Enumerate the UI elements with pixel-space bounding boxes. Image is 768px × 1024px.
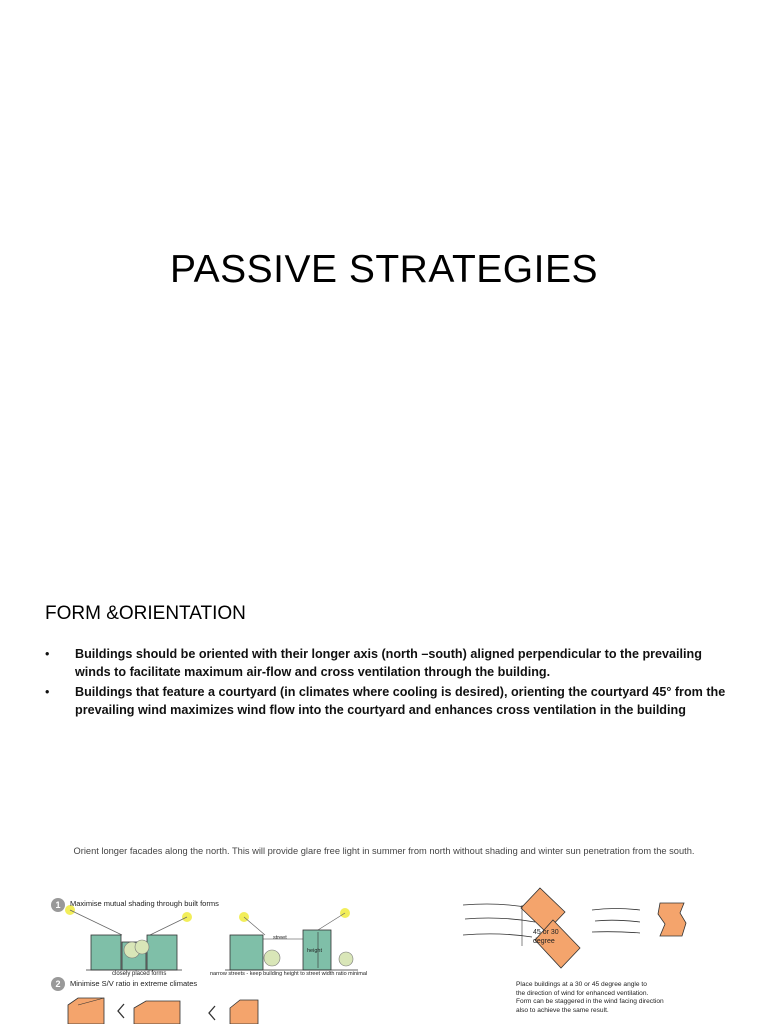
step-2-number: 2	[55, 979, 61, 989]
angle-label-1: 45 or 30	[533, 929, 559, 936]
closely-placed-label: closely placed forms	[112, 971, 167, 977]
slide-title: PASSIVE STRATEGIES	[169, 248, 598, 291]
arrow-icon	[118, 1004, 124, 1018]
tree-icon	[135, 940, 149, 954]
tree-icon	[339, 952, 353, 966]
orange-block	[230, 1000, 258, 1024]
step-1-number: 1	[55, 900, 61, 910]
step-2-label: Minimise S/V ratio in extreme climates	[70, 979, 198, 988]
tree-icon	[264, 950, 280, 966]
arrow-icon	[209, 1006, 215, 1020]
angle-label-2: degree	[533, 938, 555, 945]
street-label: street	[273, 935, 287, 941]
height-label: height	[307, 948, 322, 954]
section-heading: FORM &ORIENTATION	[45, 603, 246, 624]
orange-block	[68, 998, 104, 1024]
wind-note: Place buildings at a 30 or 45 degree angle to the direction of wind for enhanced ventilation. Form can be staggered in the wind facing direction also to achieve the same result.	[516, 981, 664, 1014]
bullet-item: • Buildings that feature a courtyard (in climates where cooling is desired), orienting the courtyard 45° from the prevailing wind maximizes wind flow into the courtyard and enhances cross ventilation in the building	[45, 683, 735, 719]
staggered-building	[658, 903, 686, 936]
narrow-streets-label: narrow streets - keep building height to street width ratio minimal	[210, 971, 368, 977]
bullet-list	[45, 645, 735, 721]
building-block	[147, 935, 177, 970]
forms-caption: Orient longer facades along the north. This will provide glare free light in summer from north without shading and winter sun penetration from the south.	[73, 846, 695, 856]
building-block	[230, 935, 263, 970]
step-1-label: Maximise mutual shading through built forms	[70, 899, 219, 908]
building-block	[91, 935, 121, 970]
building-forms-figure	[0, 775, 768, 835]
bullet-item: • Buildings should be oriented with their longer axis (north –south) aligned perpendicular to the prevailing winds to facilitate maximum air-flow and cross ventilation through the building.	[45, 645, 735, 681]
orange-block	[134, 1001, 180, 1024]
